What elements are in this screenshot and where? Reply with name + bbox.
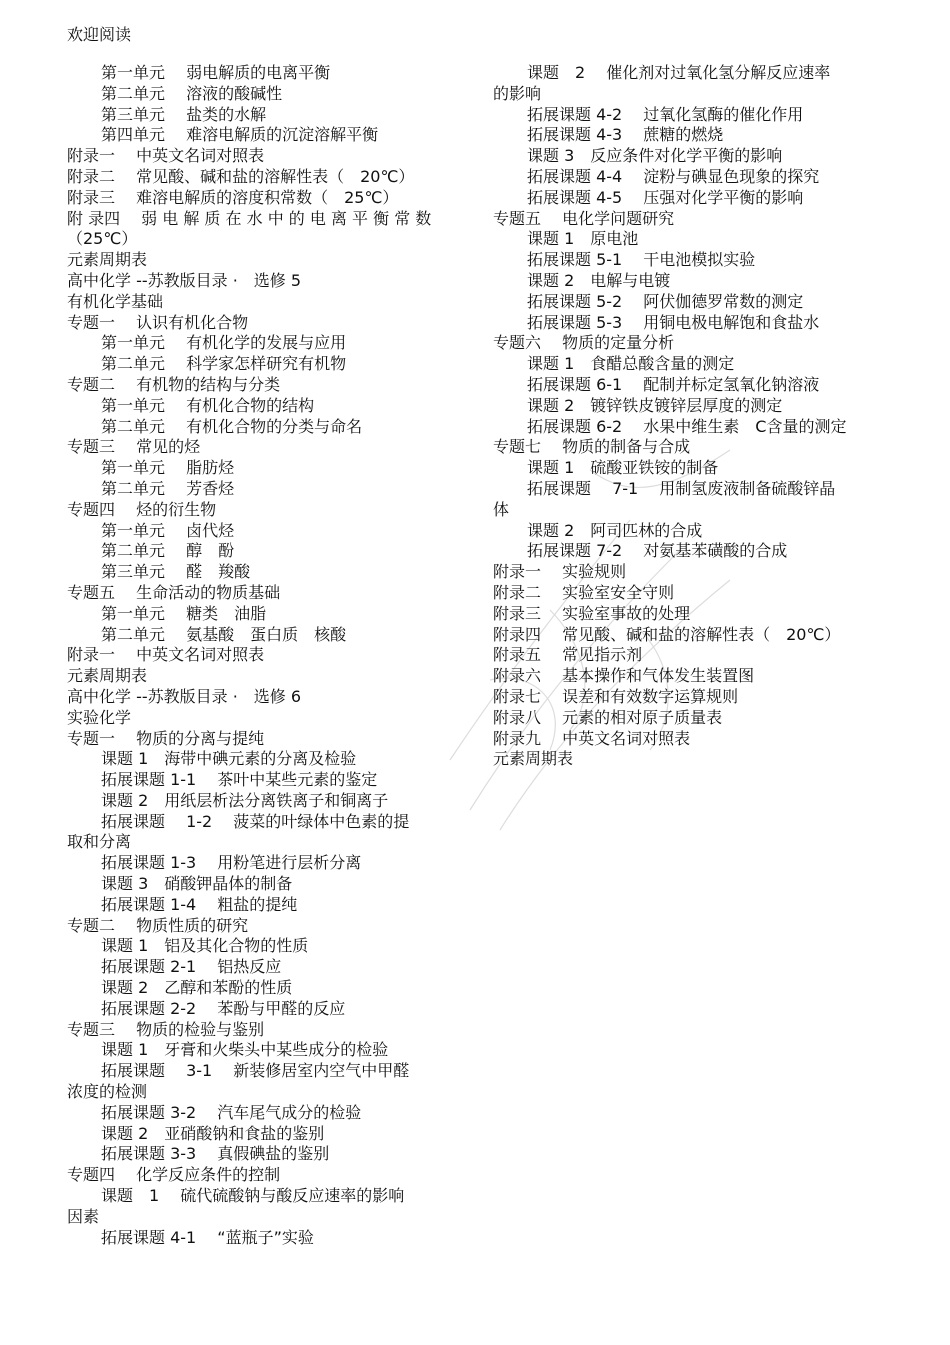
toc-left-entry: 附 录四 弱 电 解 质 在 水 中 的 电 离 平 衡 常 数 [67, 208, 432, 228]
toc-right-entry: 拓展课题 5-1 干电池模拟实验 [527, 250, 756, 270]
toc-left-entry: 第三单元 醛 羧酸 [101, 562, 251, 582]
toc-left-entry: 第一单元 糖类 油脂 [101, 603, 267, 623]
toc-right-column [493, 63, 933, 770]
toc-left-entry: 拓展课题 3-3 真假碘盐的鉴别 [101, 1144, 330, 1164]
toc-right-entry: 拓展课题 4-3 蔗糖的燃烧 [527, 125, 724, 145]
toc-left-entry: 第四单元 难溶电解质的沉淀溶解平衡 [101, 125, 379, 145]
toc-left-entry: 专题二 有机物的结构与分类 [67, 374, 281, 394]
toc-right-entry: 专题六 物质的定量分析 [493, 333, 675, 353]
page-header: 欢迎阅读 [67, 25, 132, 44]
toc-left-entry: 课题 1 硫代硫酸钠与酸反应速率的影响 [101, 1186, 405, 1206]
toc-left-entry: 附录一 中英文名词对照表 [67, 645, 265, 665]
toc-left-entry: 专题四 烃的衍生物 [67, 499, 217, 519]
toc-left-entry: 附录一 中英文名词对照表 [67, 146, 265, 166]
toc-right-entry: 附录六 基本操作和气体发生装置图 [493, 666, 755, 686]
toc-left-entry: 拓展课题 1-2 菠菜的叶绿体中色素的提 [101, 811, 410, 831]
toc-left-entry: 课题 3 硝酸钾晶体的制备 [101, 874, 293, 894]
toc-left-entry: 拓展课题 2-2 苯酚与甲醛的反应 [101, 998, 346, 1018]
toc-right-entry: 课题 1 硫酸亚铁铵的制备 [527, 458, 719, 478]
toc-left-entry: 专题二 物质性质的研究 [67, 915, 249, 935]
toc-left-entry: 专题三 物质的检验与鉴别 [67, 1019, 265, 1039]
toc-right-entry: 附录二 实验室安全守则 [493, 582, 675, 602]
toc-left-entry: 第一单元 脂肪烃 [101, 458, 235, 478]
toc-left-entry: 附录二 常见酸、碱和盐的溶解性表（ 20℃） [67, 166, 415, 186]
toc-left-entry: 有机化学基础 [67, 291, 164, 311]
toc-right-entry: 附录九 中英文名词对照表 [493, 728, 691, 748]
toc-left-entry: 课题 1 铝及其化合物的性质 [101, 936, 309, 956]
toc-left-entry: 元素周期表 [67, 666, 148, 686]
toc-left-entry: 拓展课题 1-1 茶叶中某些元素的鉴定 [101, 770, 378, 790]
toc-right-entry: 拓展课题 5-2 阿伏伽德罗常数的测定 [527, 291, 804, 311]
toc-right-entry: 课题 1 食醋总酸含量的测定 [527, 354, 735, 374]
toc-right-entry: 课题 2 阿司匹林的合成 [527, 520, 703, 540]
toc-right-entry: 附录五 常见指示剂 [493, 645, 643, 665]
toc-right-entry: 附录一 实验规则 [493, 562, 627, 582]
toc-left-entry: 第二单元 有机化合物的分类与命名 [101, 416, 363, 436]
toc-right-entry: 附录四 常见酸、碱和盐的溶解性表（ 20℃） [493, 624, 841, 644]
toc-left-entry: 附录三 难溶电解质的溶度积常数（ 25℃） [67, 187, 399, 207]
toc-left-column [67, 63, 477, 1248]
toc-right-entry: 专题七 物质的制备与合成 [493, 437, 691, 457]
toc-left-entry: 元素周期表 [67, 250, 148, 270]
toc-right-entry: 附录八 元素的相对原子质量表 [493, 707, 723, 727]
toc-left-entry: 第一单元 弱电解质的电离平衡 [101, 63, 331, 82]
toc-right-entry: 拓展课题 4-5 压强对化学平衡的影响 [527, 187, 804, 207]
toc-left-entry: 第二单元 芳香烃 [101, 478, 235, 498]
toc-left-entry: 课题 2 乙醇和苯酚的性质 [101, 978, 293, 998]
toc-left-entry: 第二单元 溶液的酸碱性 [101, 83, 283, 103]
toc-right-entry: 体 [493, 499, 510, 519]
toc-left-entry: 专题五 生命活动的物质基础 [67, 582, 281, 602]
toc-left-entry: 第一单元 有机化合物的结构 [101, 395, 315, 415]
toc-right-entry: 拓展课题 6-1 配制并标定氢氧化钠溶液 [527, 374, 820, 394]
toc-left-entry: 高中化学 --苏教版目录 · 选修 5 [67, 270, 302, 290]
toc-left-entry: 专题三 常见的烃 [67, 437, 201, 457]
toc-left-entry: 浓度的检测 [67, 1082, 148, 1102]
toc-left-entry: 拓展课题 1-4 粗盐的提纯 [101, 894, 298, 914]
toc-right-entry: 课题 3 反应条件对化学平衡的影响 [527, 146, 783, 166]
toc-left-entry: 专题一 物质的分离与提纯 [67, 728, 265, 748]
toc-left-entry: 拓展课题 4-1 “蓝瓶子”实验 [101, 1227, 314, 1247]
toc-left-entry: 实验化学 [67, 707, 132, 727]
toc-left-entry: 第二单元 氨基酸 蛋白质 核酸 [101, 624, 347, 644]
toc-left-entry: 第二单元 科学家怎样研究有机物 [101, 354, 347, 374]
toc-left-entry: 课题 2 亚硝酸钠和食盐的鉴别 [101, 1123, 325, 1143]
toc-left-entry: 拓展课题 3-1 新装修居室内空气中甲醛 [101, 1061, 410, 1081]
toc-right-entry: 课题 2 镀锌铁皮镀锌层厚度的测定 [527, 395, 783, 415]
toc-left-entry: （25℃） [67, 229, 138, 249]
toc-left-entry: 第三单元 盐类的水解 [101, 104, 267, 124]
toc-left-entry: 第一单元 有机化学的发展与应用 [101, 333, 347, 353]
toc-left-entry: 拓展课题 2-1 铝热反应 [101, 957, 282, 977]
toc-right-entry: 专题五 电化学问题研究 [493, 208, 675, 228]
toc-left-entry: 第一单元 卤代烃 [101, 520, 235, 540]
toc-right-entry: 课题 2 电解与电镀 [527, 270, 671, 290]
toc-right-entry: 拓展课题 4-4 淀粉与碘显色现象的探究 [527, 166, 820, 186]
toc-right-entry: 课题 1 原电池 [527, 229, 639, 249]
toc-left-entry: 专题四 化学反应条件的控制 [67, 1165, 281, 1185]
toc-left-entry: 课题 1 牙膏和火柴头中某些成分的检验 [101, 1040, 389, 1060]
toc-left-entry: 拓展课题 1-3 用粉笔进行层析分离 [101, 853, 362, 873]
toc-right-entry: 课题 2 催化剂对过氧化氢分解反应速率 [527, 63, 831, 82]
toc-right-entry: 元素周期表 [493, 749, 574, 769]
toc-left-entry: 专题一 认识有机化合物 [67, 312, 249, 332]
toc-right-entry: 附录七 误差和有效数字运算规则 [493, 686, 739, 706]
toc-left-entry: 高中化学 --苏教版目录 · 选修 6 [67, 686, 302, 706]
toc-left-entry: 课题 1 海带中碘元素的分离及检验 [101, 749, 357, 769]
toc-right-entry: 拓展课题 7-1 用制氢废液制备硫酸锌晶 [527, 478, 836, 498]
toc-left-entry: 拓展课题 3-2 汽车尾气成分的检验 [101, 1102, 362, 1122]
toc-right-entry: 拓展课题 6-2 水果中维生素 C含量的测定 [527, 416, 847, 436]
toc-right-entry: 附录三 实验室事故的处理 [493, 603, 691, 623]
toc-left-entry: 课题 2 用纸层析法分离铁离子和铜离子 [101, 790, 389, 810]
toc-left-entry: 因素 [67, 1206, 100, 1226]
toc-left-entry: 第二单元 醇 酚 [101, 541, 235, 561]
toc-right-entry: 拓展课题 5-3 用铜电极电解饱和食盐水 [527, 312, 820, 332]
toc-right-entry: 拓展课题 7-2 对氨基苯磺酸的合成 [527, 541, 788, 561]
toc-right-entry: 的影响 [493, 83, 542, 103]
toc-left-entry: 取和分离 [67, 832, 132, 852]
toc-right-entry: 拓展课题 4-2 过氧化氢酶的催化作用 [527, 104, 804, 124]
